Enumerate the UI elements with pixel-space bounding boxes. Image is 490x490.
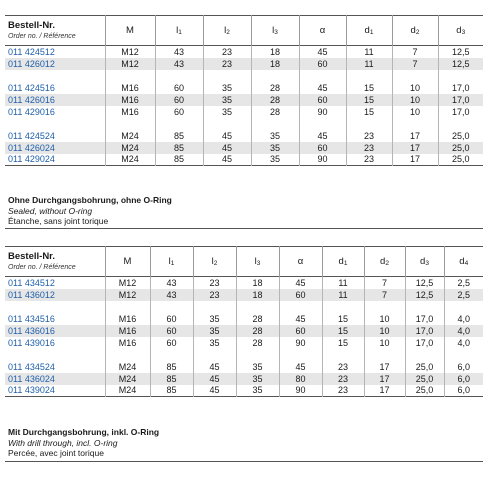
spec-cell: 12,5 <box>405 289 444 301</box>
table-row <box>5 289 483 301</box>
order-number-cell: 011 426016 <box>8 94 55 105</box>
spec-cell: 12,5 <box>438 58 483 70</box>
header-title: Bestell-Nr. <box>8 20 55 31</box>
spec-cell: 11 <box>346 58 392 70</box>
spec-cell: M12 <box>105 46 155 58</box>
spec-cell: 7 <box>364 277 405 289</box>
spec-table-drilled <box>5 246 483 397</box>
spec-cell: 60 <box>155 94 203 106</box>
note-english: With drill through, incl. O-ring <box>8 437 118 448</box>
spec-cell: 85 <box>155 142 203 154</box>
col-header-d2: $d_2$ <box>364 247 405 277</box>
spec-cell: 17,0 <box>405 325 444 337</box>
spec-cell: 45 <box>279 277 322 289</box>
spec-cell: 35 <box>251 142 299 154</box>
order-number-cell: 011 424516 <box>8 82 55 93</box>
spec-cell: 60 <box>279 325 322 337</box>
spec-cell: 10 <box>392 94 438 106</box>
table-header-row <box>5 247 483 277</box>
spec-cell: 28 <box>251 82 299 94</box>
note-french: Étanche, sans joint torique <box>8 216 109 226</box>
spec-cell: 17 <box>392 142 438 154</box>
spec-cell: 4,0 <box>444 325 483 337</box>
group-spacer <box>5 349 483 361</box>
spec-cell: 60 <box>150 325 193 337</box>
col-header-l3: $l_3$ <box>251 16 299 46</box>
spec-cell: 15 <box>322 325 364 337</box>
spec-cell: 23 <box>346 130 392 142</box>
spec-cell: 23 <box>346 154 392 166</box>
spec-cell: 60 <box>155 82 203 94</box>
col-header-d4: $d_4$ <box>444 247 483 277</box>
table-row <box>5 154 483 166</box>
col-header-d1: $d_1$ <box>322 247 364 277</box>
order-number-cell: 011 429024 <box>8 154 55 165</box>
col-header-m: M <box>105 247 150 277</box>
spec-cell: 80 <box>279 373 322 385</box>
order-number-cell: 011 436016 <box>8 325 55 336</box>
spec-cell: 4,0 <box>444 313 483 325</box>
col-header-alpha: α <box>299 16 346 46</box>
spec-cell: 23 <box>346 142 392 154</box>
spec-cell: 45 <box>203 130 251 142</box>
spec-cell: 45 <box>299 46 346 58</box>
order-number-cell: 011 424524 <box>8 130 55 141</box>
spec-cell: M24 <box>105 361 150 373</box>
spec-cell: 60 <box>150 313 193 325</box>
table-row <box>5 130 483 142</box>
header-subtitle: Order no. / Référence <box>8 264 76 271</box>
spec-cell: M16 <box>105 313 150 325</box>
table-row <box>5 58 483 70</box>
col-header-d1: $d_1$ <box>346 16 392 46</box>
spec-cell: 85 <box>155 154 203 166</box>
spec-cell: 2,5 <box>444 289 483 301</box>
spec-cell: 43 <box>155 46 203 58</box>
spec-cell: 85 <box>155 130 203 142</box>
spec-cell: 7 <box>392 46 438 58</box>
spec-cell: 25,0 <box>438 154 483 166</box>
spec-cell: 17 <box>392 130 438 142</box>
spec-cell: 17,0 <box>438 82 483 94</box>
table-row <box>5 325 483 337</box>
spec-cell: M16 <box>105 106 155 118</box>
spec-cell: 60 <box>150 337 193 349</box>
spec-cell: 28 <box>251 94 299 106</box>
spec-cell: 10 <box>364 325 405 337</box>
table-row <box>5 94 483 106</box>
spec-cell: 90 <box>279 385 322 397</box>
spec-cell: 45 <box>193 385 236 397</box>
table-header-row <box>5 16 483 46</box>
spec-cell: 35 <box>203 94 251 106</box>
table-row <box>5 277 483 289</box>
spec-cell: 7 <box>392 58 438 70</box>
spec-cell: 45 <box>203 154 251 166</box>
spec-cell: 11 <box>322 289 364 301</box>
spec-cell: 35 <box>203 82 251 94</box>
col-header-l2: $l_2$ <box>203 16 251 46</box>
spec-cell: 28 <box>251 106 299 118</box>
spec-cell: 35 <box>236 385 279 397</box>
spec-table-sealed <box>5 15 483 166</box>
spec-cell: 85 <box>150 373 193 385</box>
spec-cell: 28 <box>236 337 279 349</box>
spec-cell: 23 <box>193 289 236 301</box>
spec-cell: 90 <box>299 106 346 118</box>
spec-cell: 28 <box>236 325 279 337</box>
spec-cell: 35 <box>251 130 299 142</box>
spec-cell: 85 <box>150 361 193 373</box>
spec-cell: 45 <box>193 361 236 373</box>
spec-cell: 90 <box>279 337 322 349</box>
spec-cell: 6,0 <box>444 385 483 397</box>
spec-cell: 2,5 <box>444 277 483 289</box>
spec-cell: 35 <box>193 325 236 337</box>
table-row <box>5 82 483 94</box>
spec-cell: 12,5 <box>405 277 444 289</box>
table-row <box>5 361 483 373</box>
col-header-l1: $l_1$ <box>150 247 193 277</box>
spec-cell: 15 <box>346 82 392 94</box>
table-row <box>5 337 483 349</box>
note-french: Percée, avec joint torique <box>8 448 104 458</box>
table-row <box>5 142 483 154</box>
spec-cell: 15 <box>346 106 392 118</box>
col-header-l1: $l_1$ <box>155 16 203 46</box>
order-number-cell: 011 426012 <box>8 58 55 69</box>
table2-bottom-rule <box>5 461 483 462</box>
order-number-header <box>5 16 105 46</box>
spec-cell: 35 <box>251 154 299 166</box>
table-row <box>5 373 483 385</box>
spec-cell: 45 <box>203 142 251 154</box>
table-row <box>5 313 483 325</box>
col-header-l3: $l_3$ <box>236 247 279 277</box>
spec-cell: 17 <box>364 373 405 385</box>
spec-cell: 18 <box>236 277 279 289</box>
spec-cell: M16 <box>105 325 150 337</box>
spec-cell: 17,0 <box>438 106 483 118</box>
spec-cell: 25,0 <box>405 385 444 397</box>
spec-cell: 4,0 <box>444 337 483 349</box>
spec-cell: 43 <box>150 277 193 289</box>
order-number-cell: 011 434512 <box>8 277 55 288</box>
spec-cell: 60 <box>155 106 203 118</box>
order-number-cell: 011 424512 <box>8 46 55 57</box>
spec-cell: M12 <box>105 289 150 301</box>
spec-cell: 60 <box>279 289 322 301</box>
spec-cell: M16 <box>105 337 150 349</box>
spec-cell: 17 <box>392 154 438 166</box>
spec-cell: 10 <box>364 313 405 325</box>
col-header-d2: $d_2$ <box>392 16 438 46</box>
order-number-cell: 011 434524 <box>8 361 55 372</box>
spec-cell: 23 <box>322 373 364 385</box>
table1-bottom-rule <box>5 228 483 229</box>
spec-cell: M12 <box>105 58 155 70</box>
group-spacer <box>5 70 483 82</box>
spec-cell: 17 <box>364 361 405 373</box>
spec-cell: 90 <box>299 154 346 166</box>
spec-cell: 17 <box>364 385 405 397</box>
spec-cell: 18 <box>251 58 299 70</box>
spec-cell: 60 <box>299 58 346 70</box>
spec-cell: 17,0 <box>405 313 444 325</box>
col-header-l2: $l_2$ <box>193 247 236 277</box>
spec-cell: 85 <box>150 385 193 397</box>
spec-cell: 10 <box>364 337 405 349</box>
spec-cell: 60 <box>299 142 346 154</box>
table-row <box>5 385 483 397</box>
spec-cell: 23 <box>322 385 364 397</box>
spec-cell: M24 <box>105 142 155 154</box>
col-header-m: M <box>105 16 155 46</box>
spec-cell: 60 <box>299 94 346 106</box>
spec-cell: M16 <box>105 94 155 106</box>
spec-cell: 23 <box>203 46 251 58</box>
spec-cell: 7 <box>364 289 405 301</box>
spec-cell: 10 <box>392 106 438 118</box>
spec-cell: 18 <box>236 289 279 301</box>
spec-cell: 45 <box>279 361 322 373</box>
spec-cell: 23 <box>322 361 364 373</box>
spec-cell: 25,0 <box>405 373 444 385</box>
col-header-d3: $d_3$ <box>405 247 444 277</box>
note-german: Mit Durchgangsbohrung, inkl. O-Ring <box>8 427 160 437</box>
spec-cell: 43 <box>155 58 203 70</box>
spec-cell: 35 <box>193 313 236 325</box>
note-german: Ohne Durchgangsbohrung, ohne O-Ring <box>8 195 172 205</box>
spec-cell: 43 <box>150 289 193 301</box>
order-number-header <box>5 247 105 277</box>
col-header-alpha: α <box>279 247 322 277</box>
header-title: Bestell-Nr. <box>8 251 55 262</box>
spec-cell: M12 <box>105 277 150 289</box>
spec-cell: 35 <box>203 106 251 118</box>
spec-cell: 6,0 <box>444 373 483 385</box>
spec-cell: 35 <box>236 373 279 385</box>
order-number-cell: 011 429016 <box>8 106 55 117</box>
table1-note <box>8 195 172 227</box>
spec-cell: 15 <box>322 337 364 349</box>
group-spacer <box>5 301 483 313</box>
spec-cell: 17,0 <box>405 337 444 349</box>
note-english: Sealed, without O-ring <box>8 205 93 216</box>
spec-cell: 45 <box>299 82 346 94</box>
group-spacer <box>5 118 483 130</box>
spec-cell: M24 <box>105 154 155 166</box>
spec-cell: 10 <box>392 82 438 94</box>
spec-cell: 23 <box>203 58 251 70</box>
spec-cell: 17,0 <box>438 94 483 106</box>
spec-cell: 45 <box>279 313 322 325</box>
spec-cell: 15 <box>346 94 392 106</box>
order-number-cell: 011 436024 <box>8 373 55 384</box>
spec-cell: 35 <box>236 361 279 373</box>
spec-cell: 11 <box>346 46 392 58</box>
col-header-d3: $d_3$ <box>438 16 483 46</box>
spec-cell: 25,0 <box>438 130 483 142</box>
order-number-cell: 011 439024 <box>8 385 55 396</box>
order-number-cell: 011 426024 <box>8 142 55 153</box>
table-row <box>5 106 483 118</box>
spec-cell: 6,0 <box>444 361 483 373</box>
spec-cell: M24 <box>105 373 150 385</box>
spec-cell: 12,5 <box>438 46 483 58</box>
order-number-cell: 011 434516 <box>8 313 55 324</box>
spec-cell: M16 <box>105 82 155 94</box>
spec-cell: 35 <box>193 337 236 349</box>
table2-note <box>8 427 159 459</box>
spec-cell: 28 <box>236 313 279 325</box>
table-row <box>5 46 483 58</box>
spec-cell: 15 <box>322 313 364 325</box>
spec-cell: M24 <box>105 385 150 397</box>
order-number-cell: 011 436012 <box>8 289 55 300</box>
spec-cell: 25,0 <box>405 361 444 373</box>
spec-cell: 23 <box>193 277 236 289</box>
spec-cell: 11 <box>322 277 364 289</box>
spec-cell: 25,0 <box>438 142 483 154</box>
header-subtitle: Order no. / Référence <box>8 33 76 40</box>
order-number-cell: 011 439016 <box>8 337 55 348</box>
spec-cell: 45 <box>193 373 236 385</box>
spec-cell: 45 <box>299 130 346 142</box>
spec-cell: M24 <box>105 130 155 142</box>
spec-cell: 18 <box>251 46 299 58</box>
